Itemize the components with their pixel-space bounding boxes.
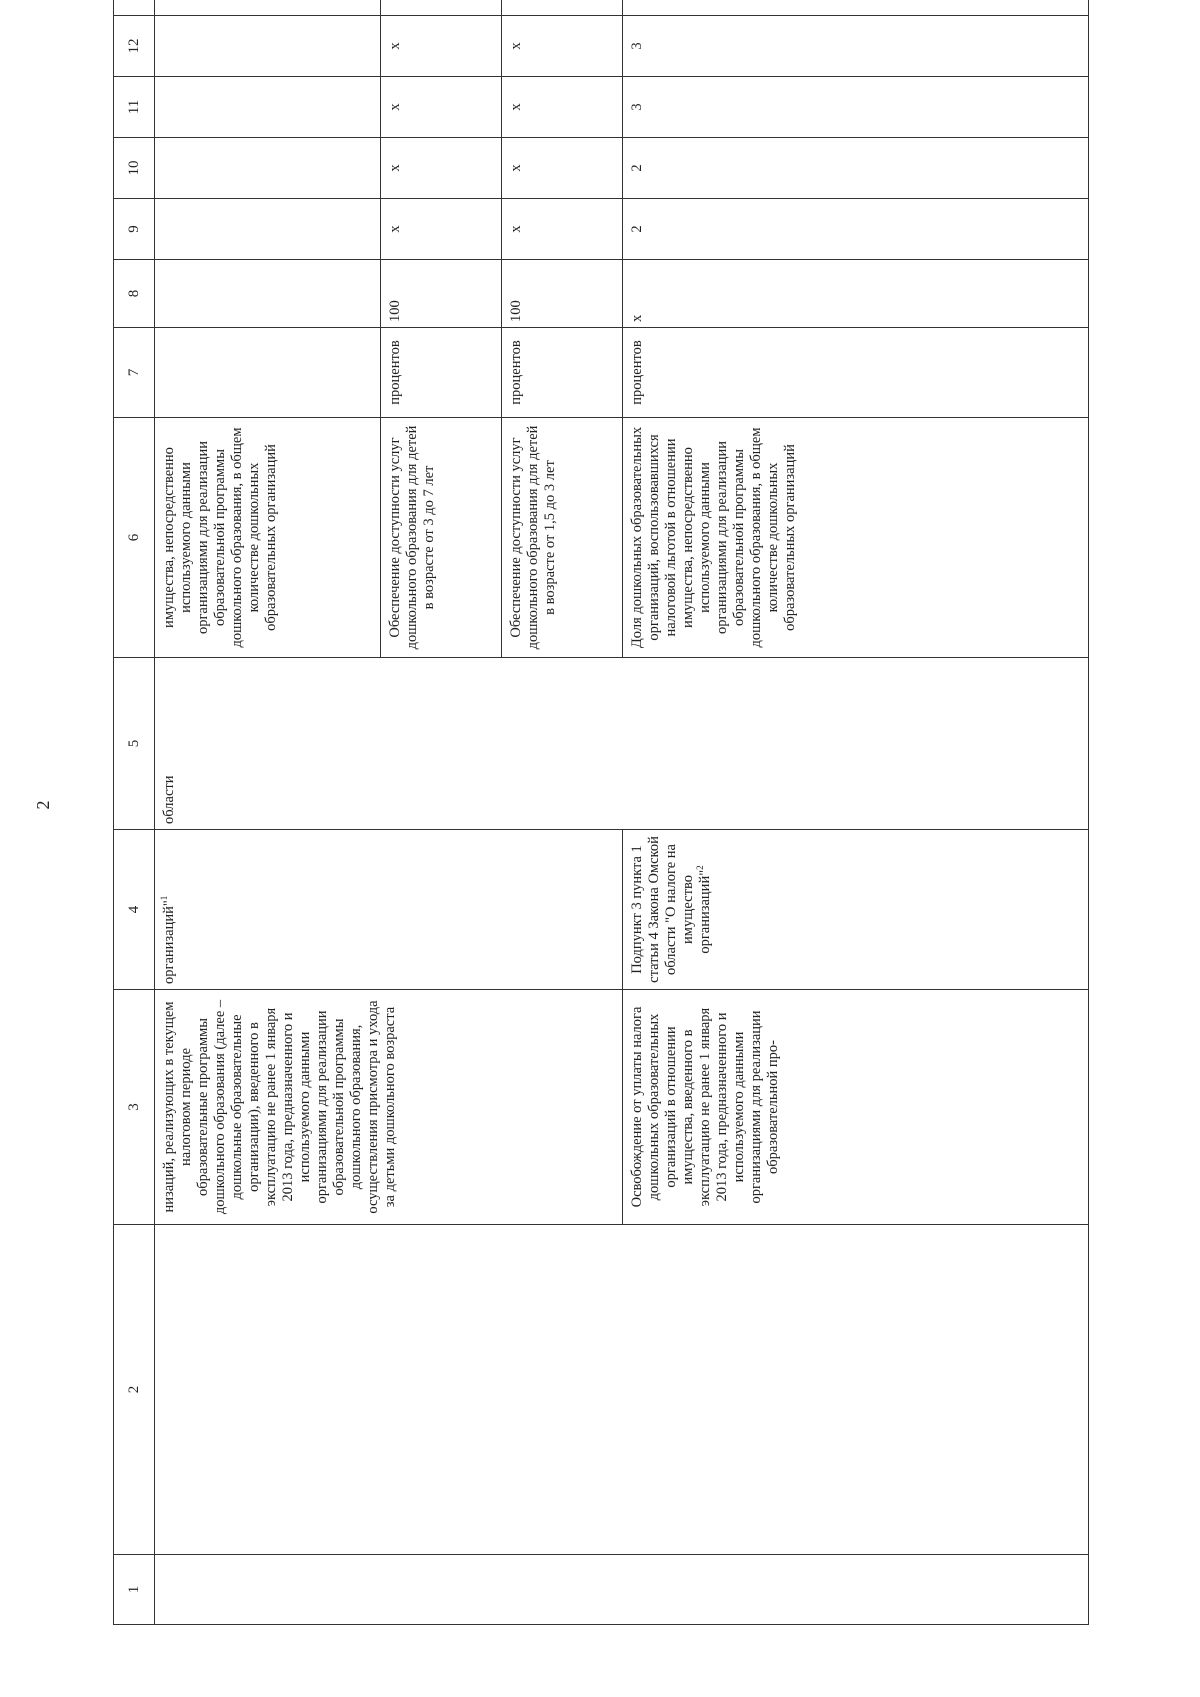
cell-unit xyxy=(381,328,502,418)
cell-text: низаций, реализующих в текущем налоговом периоде образовательные программы дошкольного образования (далее – дошкольные образовательные организации), введенного в эксплуатацию не ранее 1 января 2013 года, предназначенного и используемого данными организациями для реализации образовательной программы дошкольного образования, осуществления присмотра и ухода за детьми дошкольного возраста xyxy=(161,999,398,1215)
header-cell: 8 xyxy=(114,260,155,328)
cell-col5 xyxy=(155,658,1089,830)
cell-indicator-name xyxy=(381,418,502,658)
cell-text: 100 xyxy=(508,300,524,322)
header-cell: 3 xyxy=(114,990,155,1225)
cell-col7 xyxy=(155,328,381,418)
cell-value xyxy=(381,260,502,328)
cell-indicator-name xyxy=(155,418,381,658)
cell-unit xyxy=(502,328,623,418)
cell-value: 2 xyxy=(623,199,1089,260)
cell-text: 100 xyxy=(387,300,403,322)
cell-value: x xyxy=(502,77,623,138)
cell-value: 3 xyxy=(623,16,1089,77)
header-cell: 10 xyxy=(114,138,155,199)
cell-text: Обеспечение доступности услуг дошкольного образования для детей в возрасте от 3 до 7 лет xyxy=(387,425,437,650)
header-cell: 5 xyxy=(114,658,155,830)
cell-value: x xyxy=(381,199,502,260)
cell-text: области xyxy=(161,775,177,824)
cell-col11 xyxy=(155,77,381,138)
page-number: 2 xyxy=(33,800,53,810)
cell-text: Доля дошкольных образовательных организаций, воспользовавшихся налоговой льготой в отношении имущества, непосредственно используемого данными организациями для реализации образовательной программы дошкольного образования, в общем количестве дошкольных образовательных организаций xyxy=(629,426,798,649)
cell-col1 xyxy=(155,1555,1089,1625)
header-row xyxy=(114,0,155,1625)
cell-col12 xyxy=(155,16,381,77)
cell-value: x xyxy=(502,138,623,199)
header-cell: 2 xyxy=(114,1225,155,1555)
cell-text: процентов xyxy=(387,340,403,405)
header-cell: 12 xyxy=(114,16,155,77)
cell-legal-basis xyxy=(155,830,623,990)
rotated-table-container xyxy=(113,38,1093,1625)
header-cell: 9 xyxy=(114,199,155,260)
cell-text: x xyxy=(629,314,645,322)
footnote-mark: 2 xyxy=(695,865,706,870)
cell-col8 xyxy=(155,260,381,328)
footnote-mark: 1 xyxy=(159,895,170,901)
cell-value xyxy=(381,0,502,16)
cell-indicator-name xyxy=(502,418,623,658)
cell-benefit-description xyxy=(623,990,1089,1225)
header-cell: 6 xyxy=(114,418,155,658)
table-row xyxy=(155,0,381,1625)
cell-text: Обеспечение доступности услуг дошкольного образования для детей в возрасте от 1,5 до 3 лет xyxy=(508,425,558,650)
cell-value xyxy=(502,260,623,328)
cell-col2 xyxy=(155,1225,1089,1555)
cell-text: процентов xyxy=(629,340,645,405)
cell-value: 3 xyxy=(623,77,1089,138)
cell-text: Подпункт 3 пункта 1 статьи 4 Закона Омской области "О налоге на имущество организаций" xyxy=(629,836,713,983)
cell-value xyxy=(623,260,1089,328)
indicator-table xyxy=(113,0,1089,1625)
header-cell: 4 xyxy=(114,830,155,990)
cell-value: 2 xyxy=(623,138,1089,199)
cell-value: x xyxy=(381,16,502,77)
cell-legal-basis xyxy=(623,830,1089,990)
cell-col13 xyxy=(155,0,381,16)
cell-text: имущества, непосредственно используемого данными организациями для реализации образовательной программы дошкольного образования, в общем количестве дошкольных образовательных организаций xyxy=(161,427,279,648)
cell-value: x xyxy=(381,77,502,138)
cell-col9 xyxy=(155,199,381,260)
cell-value xyxy=(623,0,1089,16)
cell-text: организаций" xyxy=(161,900,177,984)
header-cell xyxy=(114,0,155,16)
cell-value: x xyxy=(381,138,502,199)
cell-value: x xyxy=(502,16,623,77)
header-cell: 1 xyxy=(114,1555,155,1625)
cell-value: x xyxy=(502,199,623,260)
cell-text: процентов xyxy=(508,340,524,405)
cell-text: Освобождение от уплаты налога дошкольных образовательных организаций в отношении имущества, введенного в эксплуатацию не ранее 1 января 2013 года, предназначенного и используемого данными организациями для реализации образовательной про- xyxy=(629,1006,781,1208)
cell-col10 xyxy=(155,138,381,199)
cell-benefit-description xyxy=(155,990,623,1225)
header-cell: 7 xyxy=(114,328,155,418)
cell-indicator-name xyxy=(623,418,1089,658)
header-cell: 11 xyxy=(114,77,155,138)
cell-value xyxy=(502,0,623,16)
cell-unit xyxy=(623,328,1089,418)
